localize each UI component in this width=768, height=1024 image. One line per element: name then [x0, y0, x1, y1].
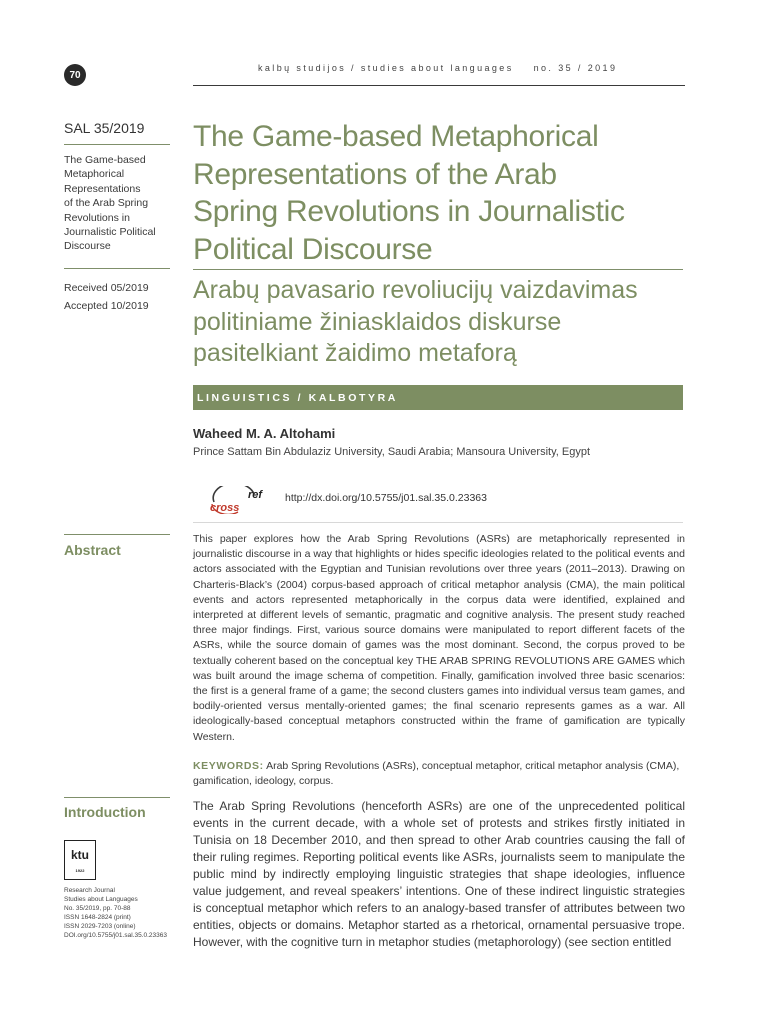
title-line: Political Discourse	[193, 232, 433, 266]
journal-info	[64, 886, 174, 940]
journal-info-line: No. 35/2019, pp. 70-88	[64, 905, 131, 912]
sidebar-title-line: Metaphorical	[64, 168, 125, 181]
received-date: Received 05/2019	[64, 282, 149, 294]
sidebar-title-line: The Game-based	[64, 154, 146, 166]
sidebar-rule	[64, 797, 170, 798]
sidebar-title-line: of the Arab Spring	[64, 197, 149, 210]
sidebar-rule	[64, 144, 170, 145]
introduction-heading: Introduction	[64, 804, 146, 820]
abstract-text: This paper explores how the Arab Spring Revolutions (ASRs) are metaphorically represented in journalistic discourse in a way that highlights or hides specific ideologies related to the political events and actors associated with the Egyptian and Tunisian revolutions over three years (2011–2013). Drawing on Charteris-Black’s (2004) corpus-based approach of critical metaphor analysis (CMA), the main political events and actors represented metaphorically in the corpus data were identified, explained and interpreted at different levels of semantic, pragmatic and cognitive analysis. The present study reached three major findings. First, various source domains were manipulated to report different facets of the ASRs, while the source domain of games was the most dominant. Second, the corpus proved to be textually coherent based on the conceptual key THE ARAB SPRING REVOLUTIONS ARE GAMES which was built around the image schema of competition. Finally, gamification involved three basic scenarios: the first is a general frame of a game; the second clusters games into individual versus team games, and bodily-oriented versus mentally-oriented games; the final scenario represents games as a war. All ideologically-based conceptual metaphors constructed within the frame of gamification are typically Western.	[193, 533, 685, 743]
crossref-logo-icon	[208, 486, 274, 514]
header-rule	[193, 85, 685, 86]
journal-info-line: ISSN 1648-2824 (print)	[64, 914, 131, 921]
page-number-badge: 70	[64, 64, 86, 86]
sidebar-title-line: Discourse	[64, 240, 111, 253]
doi-link[interactable]: http://dx.doi.org/10.5755/j01.sal.35.0.23363	[285, 492, 487, 504]
title-lt-line: politiniame žiniasklaidos diskurse	[193, 307, 562, 336]
keywords	[193, 759, 685, 789]
article-title-lithuanian	[193, 275, 693, 370]
sidebar-title-line: Representations	[64, 182, 141, 195]
title-lt-line: Arabų pavasario revoliucijų vaizdavimas	[193, 276, 638, 304]
crossref-cross-text: cross	[210, 502, 240, 514]
title-line: The Game-based Metaphorical	[193, 120, 599, 153]
article-dates	[64, 279, 149, 315]
title-lt-line: pasitelkiant žaidimo metaforą	[193, 339, 517, 367]
journal-info-line: ISSN 2029-7203 (online)	[64, 923, 136, 930]
article-title	[193, 118, 693, 268]
keywords-text: Arab Spring Revolutions (ASRs), conceptual metaphor, critical metaphor analysis (CMA), gamification, ideology, corpus.	[193, 760, 680, 788]
author-name: Waheed M. A. Altohami	[193, 426, 336, 441]
crossref-ref-text: ref	[248, 489, 263, 501]
article-code: SAL 35/2019	[64, 120, 145, 136]
journal-name: kalbų studijos / studies about languages	[258, 63, 514, 73]
ktu-logo	[64, 840, 96, 880]
journal-info-line: Research Journal	[64, 887, 115, 894]
sidebar-rule	[64, 534, 170, 535]
journal-info-line: DOI.org/10.5755/j01.sal.35.0.23363	[64, 932, 167, 939]
author-affiliation: Prince Sattam Bin Abdulaziz University, Saudi Arabia; Mansoura University, Egypt	[193, 446, 590, 458]
title-line: Spring Revolutions in Journalistic	[193, 195, 625, 228]
doi-rule	[193, 522, 683, 523]
section-label-bar: LINGUISTICS / KALBOTYRA	[193, 385, 683, 410]
sidebar-title-line: Journalistic Political	[64, 226, 156, 239]
running-head	[258, 63, 617, 73]
title-rule	[193, 269, 683, 270]
sidebar-title-line: Revolutions in	[64, 211, 130, 224]
ktu-logo-year: 1922	[75, 867, 85, 873]
title-line: Representations of the Arab	[193, 157, 557, 191]
accepted-date: Accepted 10/2019	[64, 300, 149, 312]
sidebar-title	[64, 153, 172, 254]
issue-number: no. 35 / 2019	[533, 63, 618, 73]
sidebar-rule	[64, 268, 170, 269]
ktu-logo-text: ktu	[71, 847, 89, 862]
abstract-heading: Abstract	[64, 542, 121, 558]
journal-info-line: Studies about Languages	[64, 896, 138, 903]
keywords-label: KEYWORDS:	[193, 760, 264, 772]
introduction-text: The Arab Spring Revolutions (henceforth ASRs) are one of the unprecedented political events in the current decade, with a whole set of protests and strikes firstly initiated in Tunisia on 18 December 2010, and then spread to other Arab countries causing the fall of their ruling regimes. Reporting political events like ASRs, journalists seem to manipulate the public mind by indirectly employing linguistic strategies that shape ideologies, influence value judgement, and reveal speakers’ intentions. One of these indirect linguistic strategies is conceptual metaphor which refers to an analogy-based transfer of attributes between two entities, objects or domains. Metaphor started as a rhetorical, ornamental persuasive trope. However, with the cognitive turn in metaphor studies (metaphorology) (see section entitled	[193, 799, 685, 949]
